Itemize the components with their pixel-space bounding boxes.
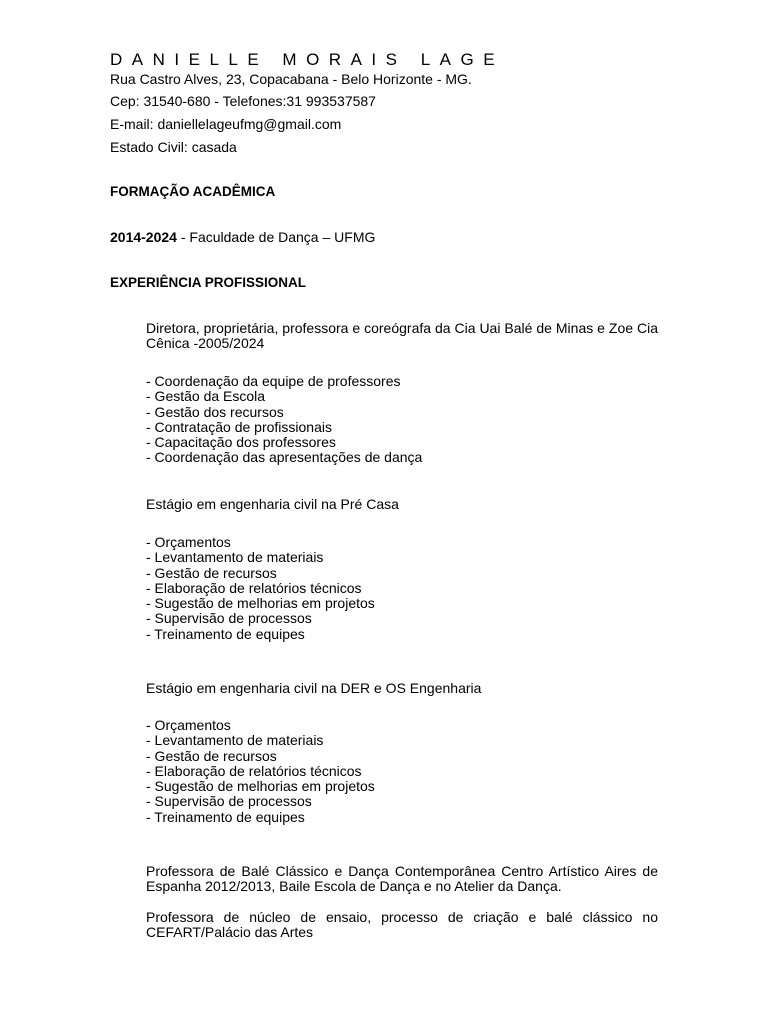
task-list-item: - Orçamentos [146, 534, 231, 550]
task-list-item: - Supervisão de processos [146, 793, 312, 810]
task-list-item: - Gestão da Escola [146, 388, 266, 405]
task-list-item: - Orçamentos [146, 717, 231, 733]
task-list-item: - Gestão de recursos [146, 747, 277, 764]
job5-title: Professora de núcleo de ensaio, processo de criação e balé clássico no CEFART/Palácio das Artes [146, 909, 658, 941]
task-list-item: - Coordenação da equipe de professores [146, 373, 401, 389]
job2-title: Estágio em engenharia civil na Pré Casa [146, 496, 399, 512]
task-list-item: - Elaboração de relatórios técnicos [146, 579, 362, 596]
email-line: E-mail: daniellelageufmg@gmail.com [110, 116, 342, 132]
education-period: 2014-2024 [110, 229, 177, 245]
task-list-item: - Sugestão de melhorias em projetos [146, 595, 375, 612]
candidate-name: DANIELLE MORAIS LAGE [110, 50, 505, 69]
task-list-item: - Gestão dos recursos [146, 403, 284, 420]
task-list-item: - Sugestão de melhorias em projetos [146, 778, 375, 795]
education-entry [110, 229, 375, 245]
job2-task-list [146, 535, 375, 642]
experience-heading: EXPERIÊNCIA PROFISSIONAL [110, 275, 307, 290]
job3-title: Estágio em engenharia civil na DER e OS Engenharia [146, 680, 482, 696]
task-list-item: - Coordenação das apresentações de dança [146, 449, 423, 466]
task-list-item: - Levantamento de materiais [146, 732, 324, 749]
task-list-item: - Contratação de profissionais [146, 418, 332, 435]
job1-title: Diretora, proprietária, professora e coreógrafa da Cia Uai Balé de Minas e Zoe Cia Cênica -2005/2024 [146, 320, 658, 352]
task-list-item: - Treinamento de equipes [146, 808, 305, 825]
task-list-item: - Gestão de recursos [146, 564, 277, 581]
address-line: Rua Castro Alves, 23, Copacabana - Belo Horizonte - MG. [110, 71, 472, 87]
cep-phone-line: Cep: 31540-680 - Telefones:31 993537587 [110, 93, 376, 109]
education-heading: FORMAÇÃO ACADÊMICA [110, 184, 276, 199]
civil-status-line: Estado Civil: casada [110, 139, 237, 155]
job3-task-list [146, 718, 375, 825]
task-list-item: - Supervisão de processos [146, 610, 312, 627]
task-list-item: - Elaboração de relatórios técnicos [146, 762, 362, 779]
job1-task-list [146, 374, 422, 466]
education-institution: - Faculdade de Dança – UFMG [176, 229, 376, 245]
job4-title: Professora de Balé Clássico e Dança Contemporânea Centro Artístico Aires de Espanha 2012/2013, Baile Escola de Dança e no Atelier da Dança. [146, 863, 658, 895]
task-list-item: - Levantamento de materiais [146, 549, 324, 566]
task-list-item: - Treinamento de equipes [146, 625, 305, 642]
task-list-item: - Capacitação dos professores [146, 434, 336, 451]
